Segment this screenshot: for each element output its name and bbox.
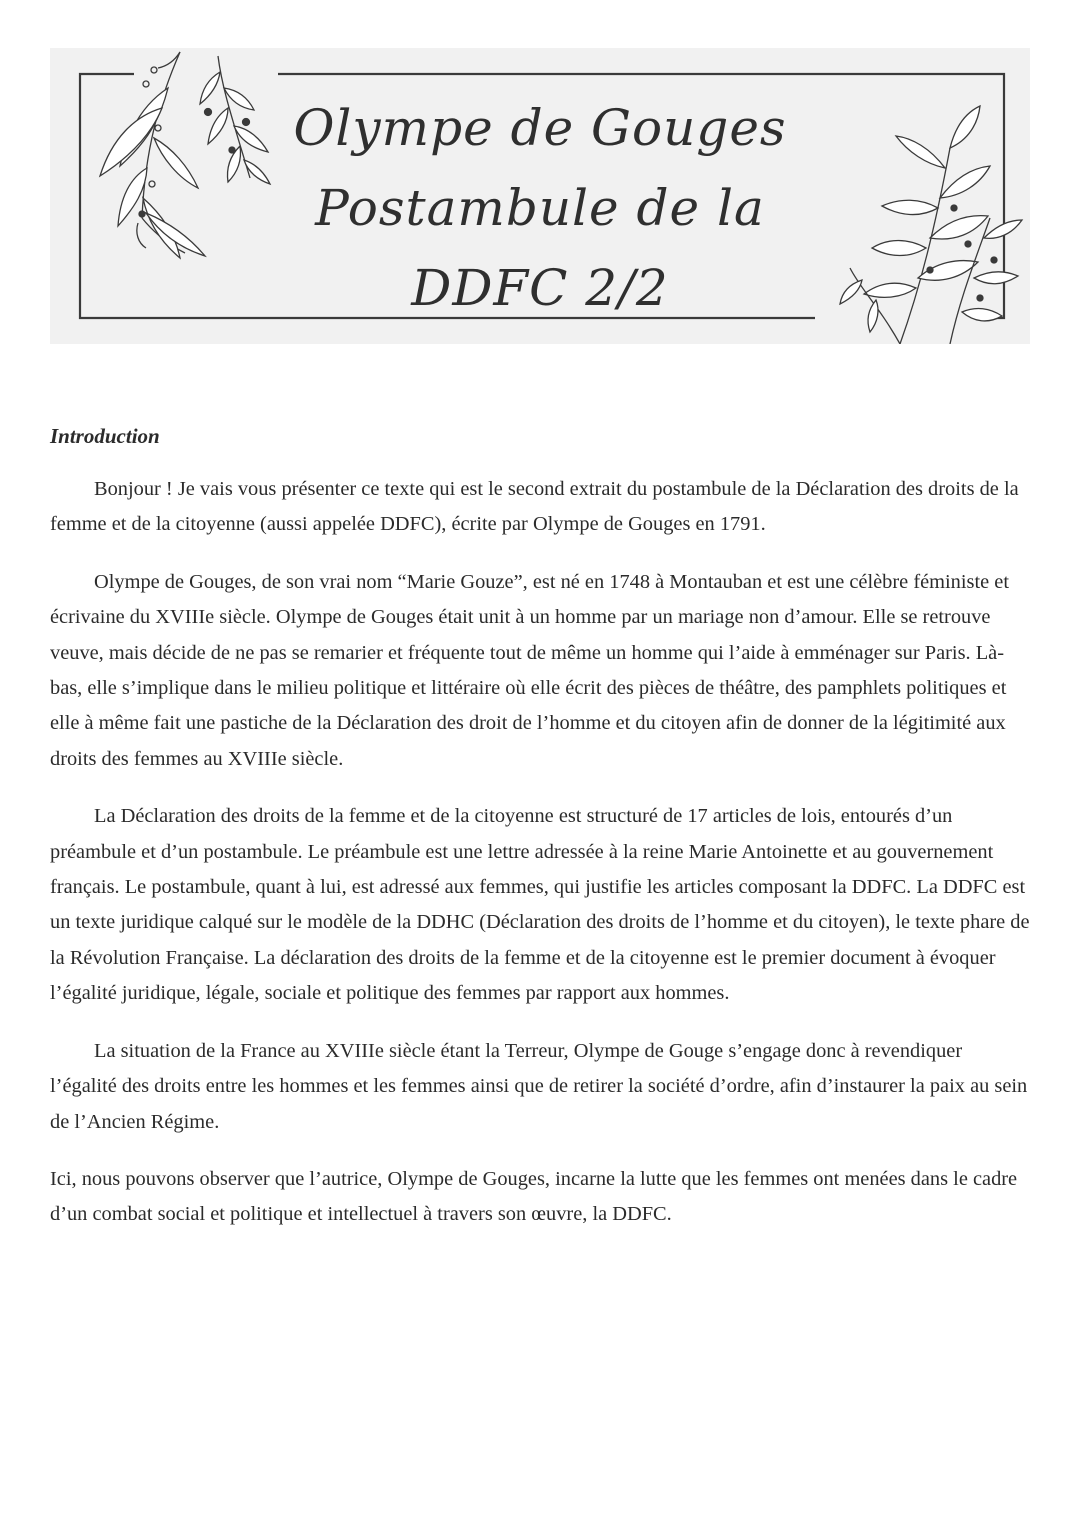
olive-branch-icon bbox=[200, 56, 270, 184]
paragraph-2: Olympe de Gouges, de son vrai nom “Marie Gouze”, est né en 1748 à Montauban et est une célèbre féministe et écrivaine du XVIIIe siècle. Olympe de Gouges était unit à un homme par un mariage non d’amour. Elle se retrouve veuve, mais décide de ne pas se remarier et fréquente tout de même un homme qui l’aide à emménager sur Paris. Là-bas, elle s’implique dans le milieu politique et littéraire où elle écrit des pièces de théâtre, des pamphlets politiques et elle à même fait une pastiche de la Déclaration des droit de l’homme et du citoyen afin de donner de la légitimité aux droits des femmes au XVIIIe siècle. bbox=[50, 570, 1010, 770]
olive-branch-icon bbox=[100, 52, 205, 258]
paragraph-3: La Déclaration des droits de la femme et de la citoyenne est structuré de 17 articles de lois, entourés d’un préambule et d’un postambule. Le préambule est une lettre adressée à la reine Marie Antoinette et au gouvernement français. Le postambule, quant à lui, est adressé aux femmes, qui justifie les articles composant la DDFC. La DDFC est un texte juridique calqué sur le modèle de la DDHC (Déclaration des droits de l’homme et du citoyen), le texte phare de la Révolution Française. La déclaration des droits de la femme et de la citoyenne est le premier document à évoquer l’égalité juridique, légale, sociale et politique des femmes par rapport aux hommes. bbox=[50, 805, 1030, 1005]
olive-branch-icon bbox=[840, 106, 1022, 344]
title-banner bbox=[50, 48, 1030, 344]
paragraph-1: Bonjour ! Je vais vous présenter ce texte qui est le second extrait du postambule de la Déclaration des droits de la femme et de la citoyenne (aussi appelée DDFC), écrite par Olympe de Gouges en 1791. bbox=[50, 478, 1019, 536]
page-title bbox=[290, 88, 790, 328]
section-heading-introduction: Introduction bbox=[50, 424, 160, 448]
title-line-2: Postambule de la bbox=[315, 179, 765, 237]
title-line-3: DDFC 2/2 bbox=[411, 259, 669, 317]
document-body bbox=[50, 420, 1032, 1255]
title-line-1: Olympe de Gouges bbox=[293, 99, 787, 157]
paragraph-4: La situation de la France au XVIIIe siècle étant la Terreur, Olympe de Gouge s’engage donc à revendiquer l’égalité des droits entre les hommes et les femmes ainsi que de retirer la société d’ordre, afin d’instaurer la paix au sein de l’Ancien Régime. bbox=[50, 1039, 1028, 1133]
paragraph-5: Ici, nous pouvons observer que l’autrice, Olympe de Gouges, incarne la lutte que les femmes ont menées dans le cadre d’un combat social et politique et intellectuel à travers son œuvre, la DDFC. bbox=[50, 1167, 1018, 1226]
